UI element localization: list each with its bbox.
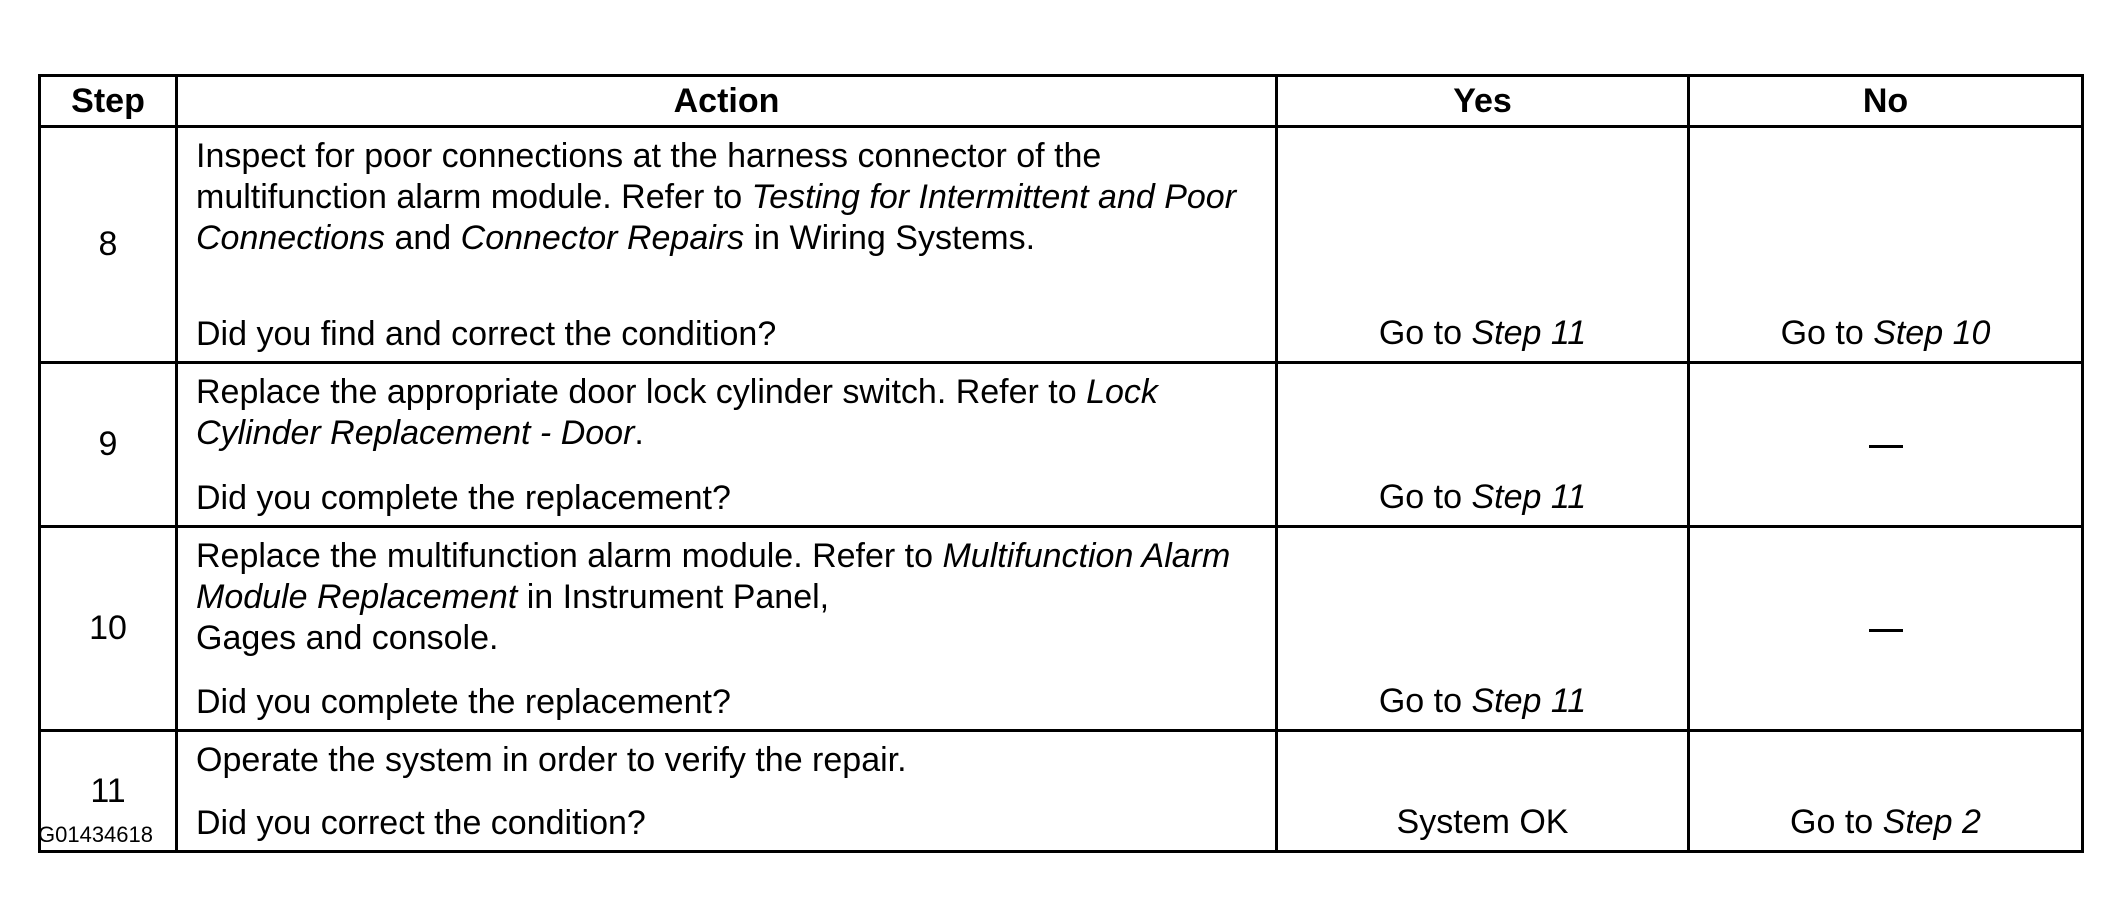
no-step-link: Step 10	[1873, 314, 1991, 352]
yes-cell	[1277, 731, 1689, 852]
action-cell	[177, 527, 1277, 731]
not-applicable-dash	[1869, 629, 1903, 632]
header-no: No	[1689, 76, 2083, 127]
yes-prefix: Go to	[1378, 314, 1472, 352]
yes-cell	[1277, 363, 1689, 527]
action-cell	[177, 731, 1277, 852]
step-number: 9	[40, 363, 177, 527]
table-row	[40, 527, 2083, 731]
yes-cell	[1277, 527, 1689, 731]
action-cell	[177, 363, 1277, 527]
table-row	[40, 127, 2083, 363]
yes-result: System OK	[1396, 803, 1569, 841]
no-cell	[1689, 527, 2083, 731]
yes-step-link: Step 11	[1471, 314, 1587, 352]
no-cell	[1689, 127, 2083, 363]
yes-prefix: Go to	[1378, 478, 1472, 516]
yes-cell	[1277, 127, 1689, 363]
step-number: 8	[40, 127, 177, 363]
no-cell	[1689, 363, 2083, 527]
reference-link: Connector Repairs	[460, 219, 745, 257]
yes-step-link: Step 11	[1471, 682, 1587, 720]
step-number: 10	[40, 527, 177, 731]
no-prefix: Go to	[1790, 803, 1883, 841]
header-row	[40, 76, 2083, 127]
action-question: Did you find and correct the condition?	[196, 315, 777, 353]
header-action: Action	[177, 76, 1277, 127]
action-question: Did you complete the replacement?	[196, 683, 731, 721]
action-question: Did you correct the condition?	[196, 804, 646, 842]
header-yes: Yes	[1277, 76, 1689, 127]
yes-step-link: Step 11	[1471, 478, 1587, 516]
reference-link: Lock Cylinder Replacement - Door	[196, 373, 1158, 452]
no-prefix: Go to	[1780, 314, 1874, 352]
action-question: Did you complete the replacement?	[196, 479, 731, 517]
not-applicable-dash	[1869, 445, 1903, 448]
action-text: Replace the appropriate door lock cylinder switch. Refer to Lock Cylinder Replacement - Door.	[196, 373, 1158, 452]
action-text: Inspect for poor connections at the harness connector of the multifunction alarm module. Refer to Testing for Intermittent and Poor Connections and Connector Repairs in Wiring Systems.	[196, 137, 1237, 257]
yes-prefix: Go to	[1378, 682, 1472, 720]
action-text: Replace the multifunction alarm module. Refer to Multifunction Alarm Module Replacement in Instrument Panel, Gages and console.	[196, 537, 1231, 657]
diagnostic-table	[38, 74, 2084, 853]
action-cell	[177, 127, 1277, 363]
figure-id: G01434618	[38, 822, 153, 847]
step-number: 11	[40, 731, 177, 852]
no-step-link: Step 2	[1882, 803, 1981, 841]
no-cell	[1689, 731, 2083, 852]
table-row	[40, 363, 2083, 527]
reference-link: Testing for Intermittent and Poor Connections	[196, 178, 1237, 257]
header-step: Step	[40, 76, 177, 127]
table-row	[40, 731, 2083, 852]
action-text: Operate the system in order to verify the repair.	[196, 741, 907, 779]
reference-link: Multifunction Alarm Module Replacement	[196, 537, 1231, 616]
